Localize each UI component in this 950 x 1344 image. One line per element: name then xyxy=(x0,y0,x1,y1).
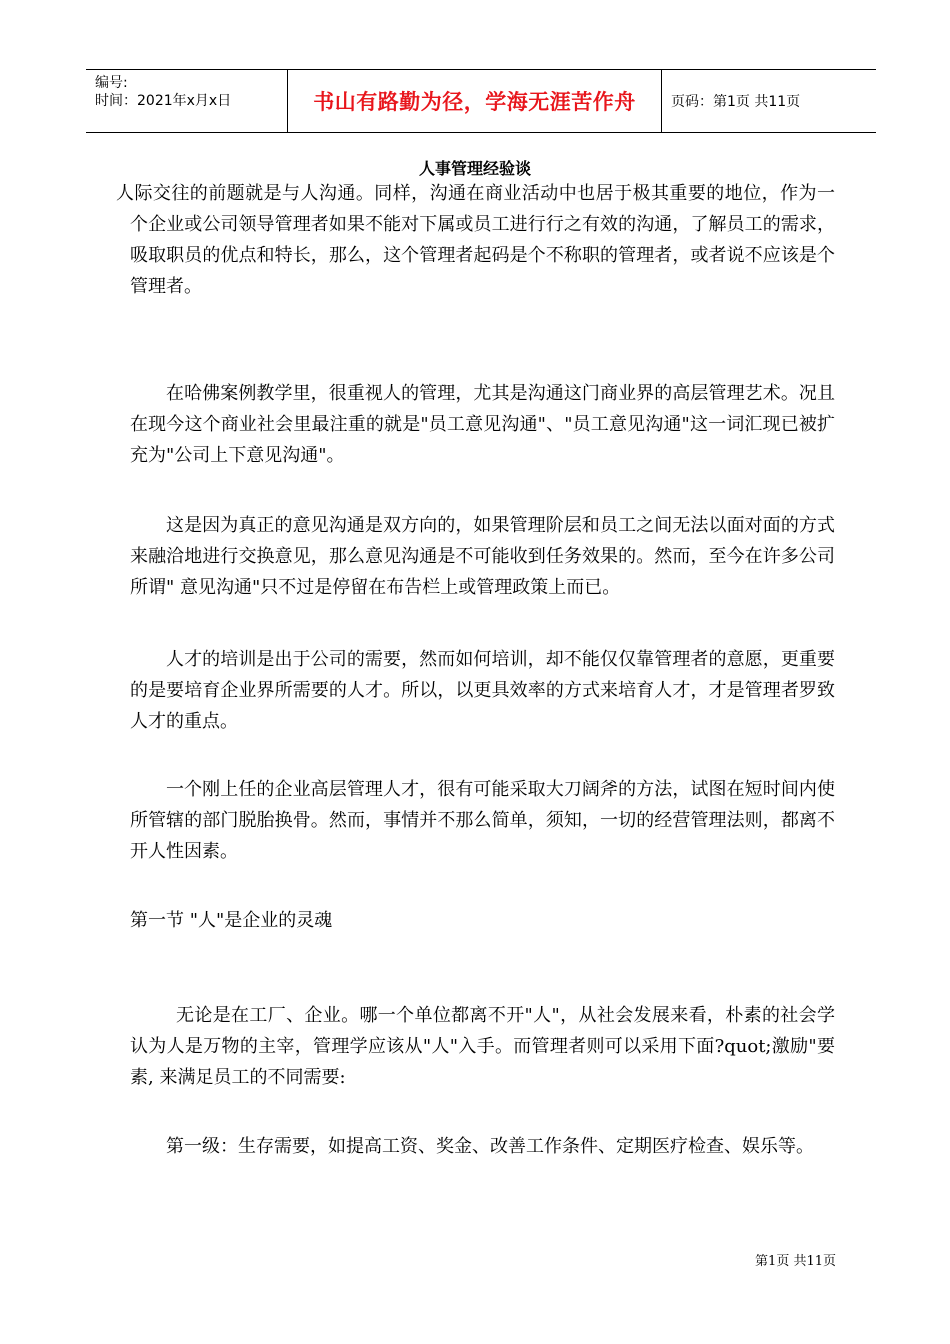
page-footer: 第1页 共11页 xyxy=(755,1254,836,1269)
header-meta xyxy=(86,70,288,132)
paragraph: 无论是在工厂、企业。哪一个单位都离不开"人"，从社会发展来看，朴素的社会学认为人是万物的主宰，管理学应该从"人"入手。而管理者则可以采用下面?quot;激励"要素, 来满足员工的不同需要: xyxy=(130,1005,835,1088)
paragraph: 第一级：生存需要，如提高工资、奖金、改善工作条件、定期医疗检查、娱乐等。 xyxy=(166,1136,814,1157)
paragraph: 一个刚上任的企业高层管理人才，很有可能采取大刀阔斧的方法，试图在短时间内使所管辖的部门脱胎换骨。然而，事情并不那么简单，须知，一切的经营管理法则，都离不开人性因素。 xyxy=(130,779,835,862)
page-header xyxy=(86,69,876,133)
paragraph: 在哈佛案例教学里，很重视人的管理，尤其是沟通这门商业界的高层管理艺术。况且在现今这个商业社会里最注重的就是"员工意见沟通"、"员工意见沟通"这一词汇现已被扩充为"公司上下意见沟通"。 xyxy=(130,383,835,466)
paragraph: 人际交往的前题就是与人沟通。同样，沟通在商业活动中也居于极其重要的地位，作为一个企业或公司领导管理者如果不能对下属或员工进行行之有效的沟通，了解员工的需求，吸取职员的优点和特长，那么，这个管理者起码是个不称职的管理者，或者说不应该是个管理者。 xyxy=(116,183,835,297)
section-heading: 第一节 "人"是企业的灵魂 xyxy=(130,910,333,931)
header-slogan: 书山有路勤为径，学海无涯苦作舟 xyxy=(288,70,662,132)
header-page-number: 页码：第1页 共11页 xyxy=(671,94,801,110)
document-title: 人事管理经验谈 xyxy=(418,159,531,178)
time-label: 时间：2021年x月x日 xyxy=(95,93,232,109)
paragraph: 这是因为真正的意见沟通是双方向的，如果管理阶层和员工之间无法以面对面的方式来融洽地进行交换意见，那么意见沟通是不可能收到任务效果的。然而，至今在许多公司所谓" 意见沟通"只不过是停留在布告栏上或管理政策上而已。 xyxy=(130,515,835,598)
number-label: 编号: xyxy=(95,75,128,91)
paragraph: 人才的培训是出于公司的需要，然而如何培训，却不能仅仅靠管理者的意愿，更重要的是要培育企业界所需要的人才。所以，以更具效率的方式来培育人才，才是管理者罗致人才的重点。 xyxy=(130,649,835,732)
